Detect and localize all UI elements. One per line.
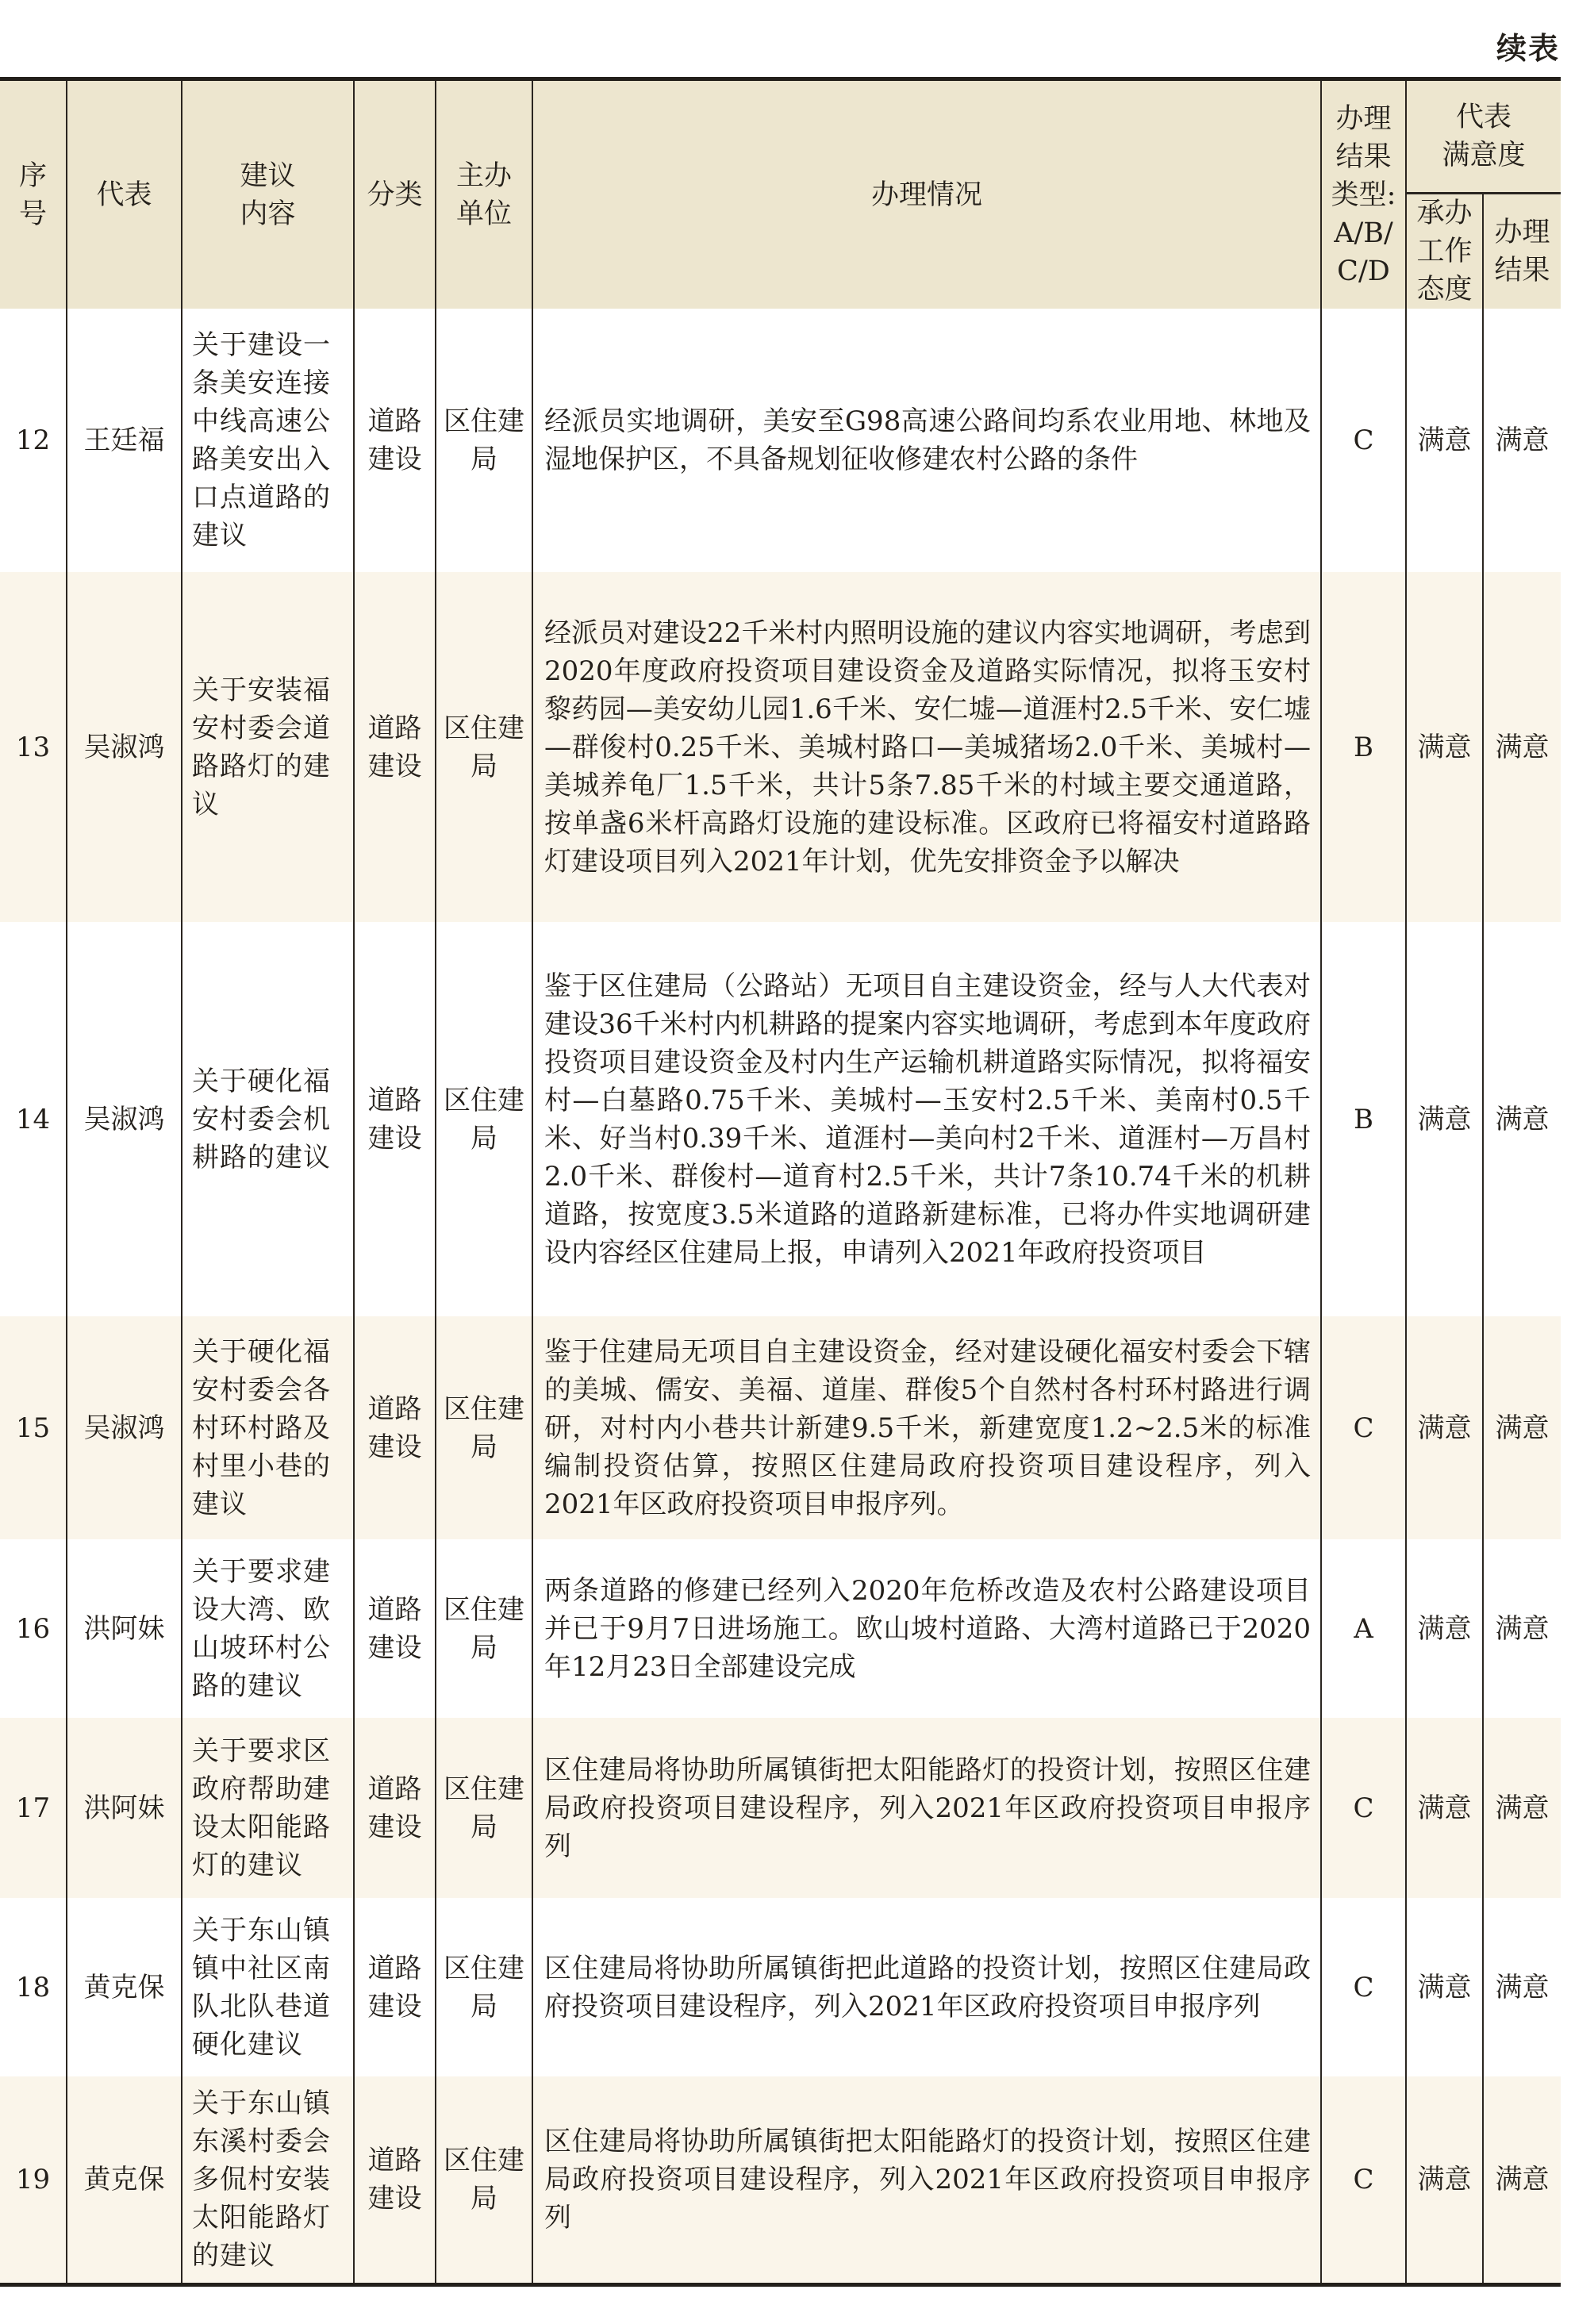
cell-representative: 王廷福 [67, 309, 182, 572]
cell-handling: 经派员对建设22千米村内照明设施的建议内容实地调研，考虑到2020年度政府投资项目建设资金及道路实际情况，拟将玉安村黎药园—美安幼儿园1.6千米、安仁墟—道涯村2.5千米、安仁墟—群俊村0.25千米、美城村路口—美城猪场2.0千米、美城村—美城养龟厂1.5千米，共计5条7.85千米的村域主要交通道路，按单盏6米杆高路灯设施的建设标准。区政府已将福安村道路路灯建设项目列入2021年计划，优先安排资金予以解决 [532, 572, 1321, 922]
cell-suggestion: 关于硬化福安村委会各村环村路及村里小巷的建议 [182, 1316, 354, 1539]
table-row [0, 572, 1561, 922]
header-result [1483, 194, 1561, 309]
table-row [0, 1718, 1561, 1898]
cell-result: 满意 [1483, 1316, 1561, 1539]
header-handling: 办理情况 [532, 79, 1321, 309]
header-result-type-line: C/D [1337, 255, 1390, 287]
header-index [0, 79, 67, 309]
header-host-unit-line: 单位 [455, 198, 512, 230]
cell-category: 道路建设 [354, 922, 436, 1316]
cell-attitude: 满意 [1406, 572, 1483, 922]
header-attitude [1406, 194, 1483, 309]
cell-representative: 黄克保 [67, 1898, 182, 2076]
cell-index: 12 [0, 309, 67, 572]
cell-suggestion: 关于要求建设大湾、欧山坡环村公路的建议 [182, 1539, 354, 1718]
cell-host-unit: 区住建局 [436, 1898, 532, 2076]
continuation-label: 续表 [1496, 31, 1560, 66]
cell-handling: 鉴于住建局无项目自主建设资金，经对建设硬化福安村委会下辖的美城、儒安、美福、道崖、群俊5个自然村各村环村路进行调研，对村内小巷共计新建9.5千米，新建宽度1.2~2.5米的标准编制投资估算，按照区住建局政府投资项目建设程序，列入2021年区政府投资项目申报序列。 [532, 1316, 1321, 1539]
cell-result: 满意 [1483, 572, 1561, 922]
cell-attitude: 满意 [1406, 922, 1483, 1316]
cell-result: 满意 [1483, 2076, 1561, 2284]
cell-host-unit: 区住建局 [436, 572, 532, 922]
header-satisfaction-line: 代表 [1456, 102, 1512, 133]
cell-index: 18 [0, 1898, 67, 2076]
header-suggestion-line: 内容 [240, 198, 296, 230]
cell-suggestion: 关于建设一条美安连接中线高速公路美安出入口点道路的建议 [182, 309, 354, 572]
header-result-type-line: 结果 [1335, 140, 1392, 173]
table-header [0, 79, 1561, 309]
cell-host-unit: 区住建局 [436, 922, 532, 1316]
cell-suggestion: 关于要求区政府帮助建设太阳能路灯的建议 [182, 1718, 354, 1898]
cell-attitude: 满意 [1406, 1539, 1483, 1718]
cell-result-type: C [1321, 1718, 1406, 1898]
header-result-line: 办理 [1494, 217, 1550, 248]
cell-result: 满意 [1483, 1539, 1561, 1718]
table-row [0, 309, 1561, 572]
header-satisfaction-line: 满意度 [1442, 140, 1526, 171]
table-row [0, 1539, 1561, 1718]
cell-result-type: B [1321, 572, 1406, 922]
cell-host-unit: 区住建局 [436, 2076, 532, 2284]
header-attitude-line: 态度 [1416, 274, 1473, 305]
header-representative: 代表 [67, 79, 182, 309]
cell-index: 16 [0, 1539, 67, 1718]
cell-result-type: B [1321, 922, 1406, 1316]
cell-result-type: C [1321, 309, 1406, 572]
cell-handling: 经派员实地调研，美安至G98高速公路间均系农业用地、林地及湿地保护区，不具备规划征收修建农村公路的条件 [532, 309, 1321, 572]
header-index-text: 序号 [19, 159, 48, 230]
cell-handling: 区住建局将协助所属镇街把太阳能路灯的投资计划，按照区住建局政府投资项目建设程序，列入2021年区政府投资项目申报序列 [532, 2076, 1321, 2284]
cell-category: 道路建设 [354, 2076, 436, 2284]
table-row [0, 2076, 1561, 2284]
header-satisfaction-group [1406, 79, 1561, 194]
cell-result: 满意 [1483, 309, 1561, 572]
cell-host-unit: 区住建局 [436, 309, 532, 572]
header-result-type-line: 类型: [1331, 179, 1396, 211]
cell-suggestion: 关于安装福安村委会道路路灯的建议 [182, 572, 354, 922]
header-attitude-line: 工作 [1416, 236, 1473, 267]
cell-category: 道路建设 [354, 1539, 436, 1718]
cell-suggestion: 关于东山镇东溪村委会多侃村安装太阳能路灯的建议 [182, 2076, 354, 2284]
cell-host-unit: 区住建局 [436, 1316, 532, 1539]
cell-suggestion: 关于东山镇镇中社区南队北队巷道硬化建议 [182, 1898, 354, 2076]
cell-attitude: 满意 [1406, 1898, 1483, 2076]
cell-representative: 吴淑鸿 [67, 1316, 182, 1539]
header-result-type-line: A/B/ [1334, 217, 1393, 249]
header-result-line: 结果 [1494, 255, 1550, 286]
cell-category: 道路建设 [354, 1718, 436, 1898]
table-row [0, 922, 1561, 1316]
cell-attitude: 满意 [1406, 1316, 1483, 1539]
cell-representative: 吴淑鸿 [67, 572, 182, 922]
header-host-unit [436, 79, 532, 309]
cell-attitude: 满意 [1406, 1718, 1483, 1898]
header-result-type-line: 办理 [1335, 102, 1392, 135]
cell-result-type: C [1321, 2076, 1406, 2284]
table-row [0, 1316, 1561, 1539]
cell-attitude: 满意 [1406, 2076, 1483, 2284]
cell-result: 满意 [1483, 1718, 1561, 1898]
table-row [0, 1898, 1561, 2076]
cell-handling: 鉴于区住建局（公路站）无项目自主建设资金，经与人大代表对建设36千米村内机耕路的提案内容实地调研，考虑到本年度政府投资项目建设资金及村内生产运输机耕道路实际情况，拟将福安村—白墓路0.75千米、美城村—玉安村2.5千米、美南村0.5千米、好当村0.39千米、道涯村—美向村2千米、道涯村—万昌村2.0千米、群俊村—道育村2.5千米，共计7条10.74千米的机耕道路，按宽度3.5米道路的道路新建标准，已将办件实地调研建设内容经区住建局上报，申请列入2021年政府投资项目 [532, 922, 1321, 1316]
cell-suggestion: 关于硬化福安村委会机耕路的建议 [182, 922, 354, 1316]
cell-result-type: A [1321, 1539, 1406, 1718]
cell-category: 道路建设 [354, 572, 436, 922]
cell-result: 满意 [1483, 1898, 1561, 2076]
cell-attitude: 满意 [1406, 309, 1483, 572]
cell-result-type: C [1321, 1898, 1406, 2076]
cell-index: 19 [0, 2076, 67, 2284]
cell-index: 13 [0, 572, 67, 922]
cell-host-unit: 区住建局 [436, 1718, 532, 1898]
suggestion-handling-table [0, 77, 1561, 2287]
cell-representative: 吴淑鸿 [67, 922, 182, 1316]
cell-handling: 区住建局将协助所属镇街把此道路的投资计划，按照区住建局政府投资项目建设程序，列入2021年区政府投资项目申报序列 [532, 1898, 1321, 2076]
header-host-unit-line: 主办 [455, 159, 512, 192]
cell-category: 道路建设 [354, 1898, 436, 2076]
cell-host-unit: 区住建局 [436, 1539, 532, 1718]
table-body [0, 309, 1561, 2284]
cell-result-type: C [1321, 1316, 1406, 1539]
cell-index: 14 [0, 922, 67, 1316]
cell-category: 道路建设 [354, 309, 436, 572]
cell-representative: 洪阿妹 [67, 1539, 182, 1718]
cell-category: 道路建设 [354, 1316, 436, 1539]
header-result-type [1321, 79, 1406, 309]
header-suggestion [182, 79, 354, 309]
cell-handling: 区住建局将协助所属镇街把太阳能路灯的投资计划，按照区住建局政府投资项目建设程序，列入2021年区政府投资项目申报序列 [532, 1718, 1321, 1898]
cell-representative: 黄克保 [67, 2076, 182, 2284]
cell-index: 15 [0, 1316, 67, 1539]
cell-handling: 两条道路的修建已经列入2020年危桥改造及农村公路建设项目并已于9月7日进场施工。欧山坡村道路、大湾村道路已于2020年12月23日全部建设完成 [532, 1539, 1321, 1718]
cell-index: 17 [0, 1718, 67, 1898]
header-attitude-line: 承办 [1416, 198, 1473, 229]
cell-representative: 洪阿妹 [67, 1718, 182, 1898]
header-suggestion-line: 建议 [240, 159, 296, 192]
cell-result: 满意 [1483, 922, 1561, 1316]
header-category: 分类 [354, 79, 436, 309]
